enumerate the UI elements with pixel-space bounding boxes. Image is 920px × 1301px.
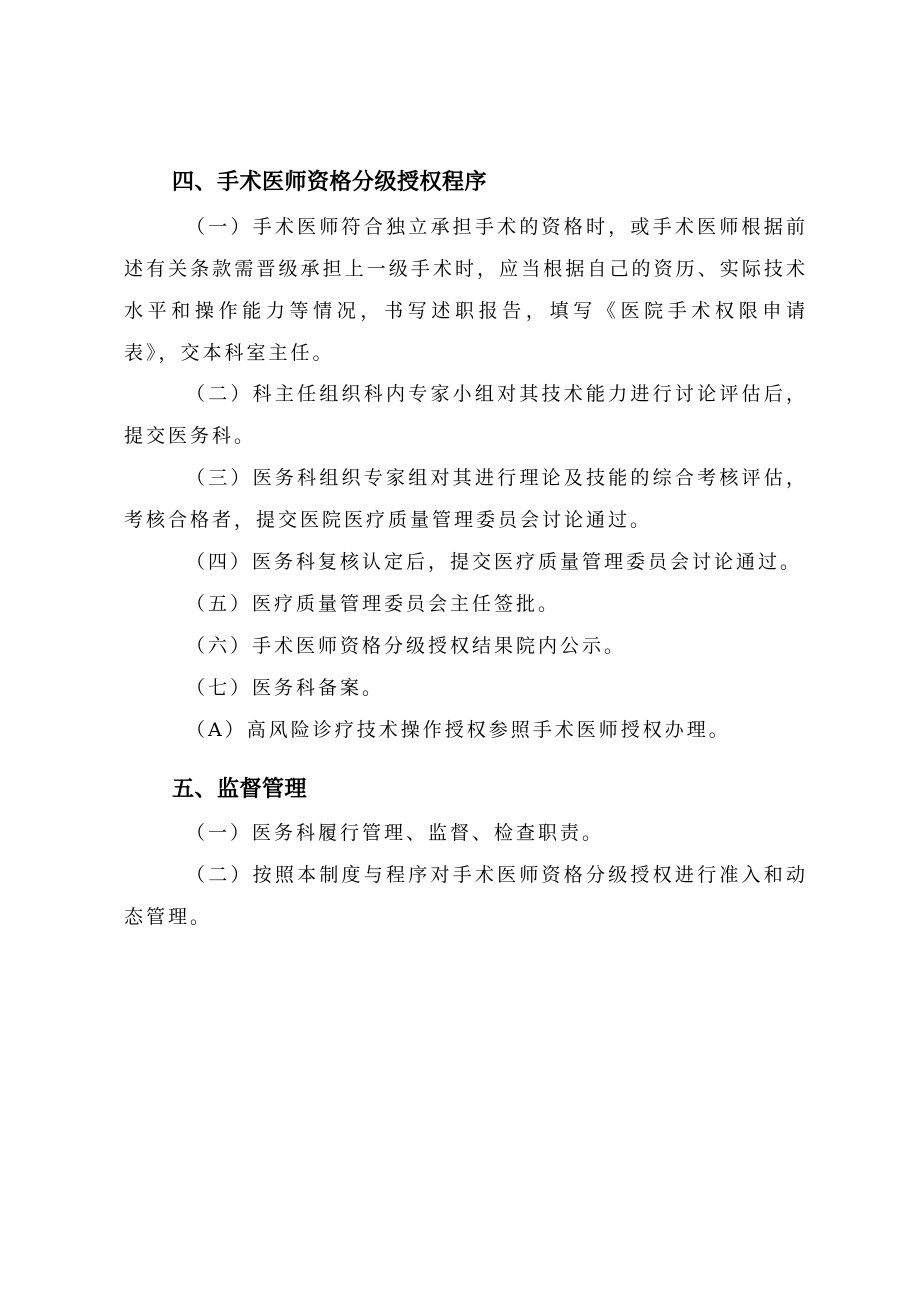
section-4-item-6: （六）手术医师资格分级授权结果院内公示。 xyxy=(186,635,627,657)
section-4-heading: 四、手术医师资格分级授权程序 xyxy=(172,170,488,195)
section-4-item-2: （二）科主任组织科内专家小组对其技术能力进行讨论评估后，提交医务科。 xyxy=(124,383,808,447)
section-5-item-1: （一）医务科履行管理、监督、检查职责。 xyxy=(186,822,605,844)
section-4-item-5: （五）医疗质量管理委员会主任签批。 xyxy=(186,593,561,615)
section-4-item-1: （一）手术医师符合独立承担手术的资格时，或手术医师根据前述有关条款需晋级承担上一级手术时，应当根据自己的资历、实际技术水平和操作能力等情况，书写述职报告，填写《医院手术权限申请表》，交本科室主任。 xyxy=(124,216,808,364)
section-4-item-3: （三）医务科组织专家组对其进行理论及技能的综合考核评估，考核合格者，提交医院医疗质量管理委员会讨论通过。 xyxy=(124,467,808,531)
section-5-heading: 五、监督管理 xyxy=(172,777,308,802)
section-4-item-4: （四）医务科复核认定后，提交医疗质量管理委员会讨论通过。 xyxy=(186,551,803,573)
section-5-item-2: （二）按照本制度与程序对手术医师资格分级授权进行准入和动态管理。 xyxy=(124,864,808,928)
section-4-item-8: （A）高风险诊疗技术操作授权参照手术医师授权办理。 xyxy=(186,719,731,741)
section-4-item-7: （七）医务科备案。 xyxy=(186,677,385,699)
